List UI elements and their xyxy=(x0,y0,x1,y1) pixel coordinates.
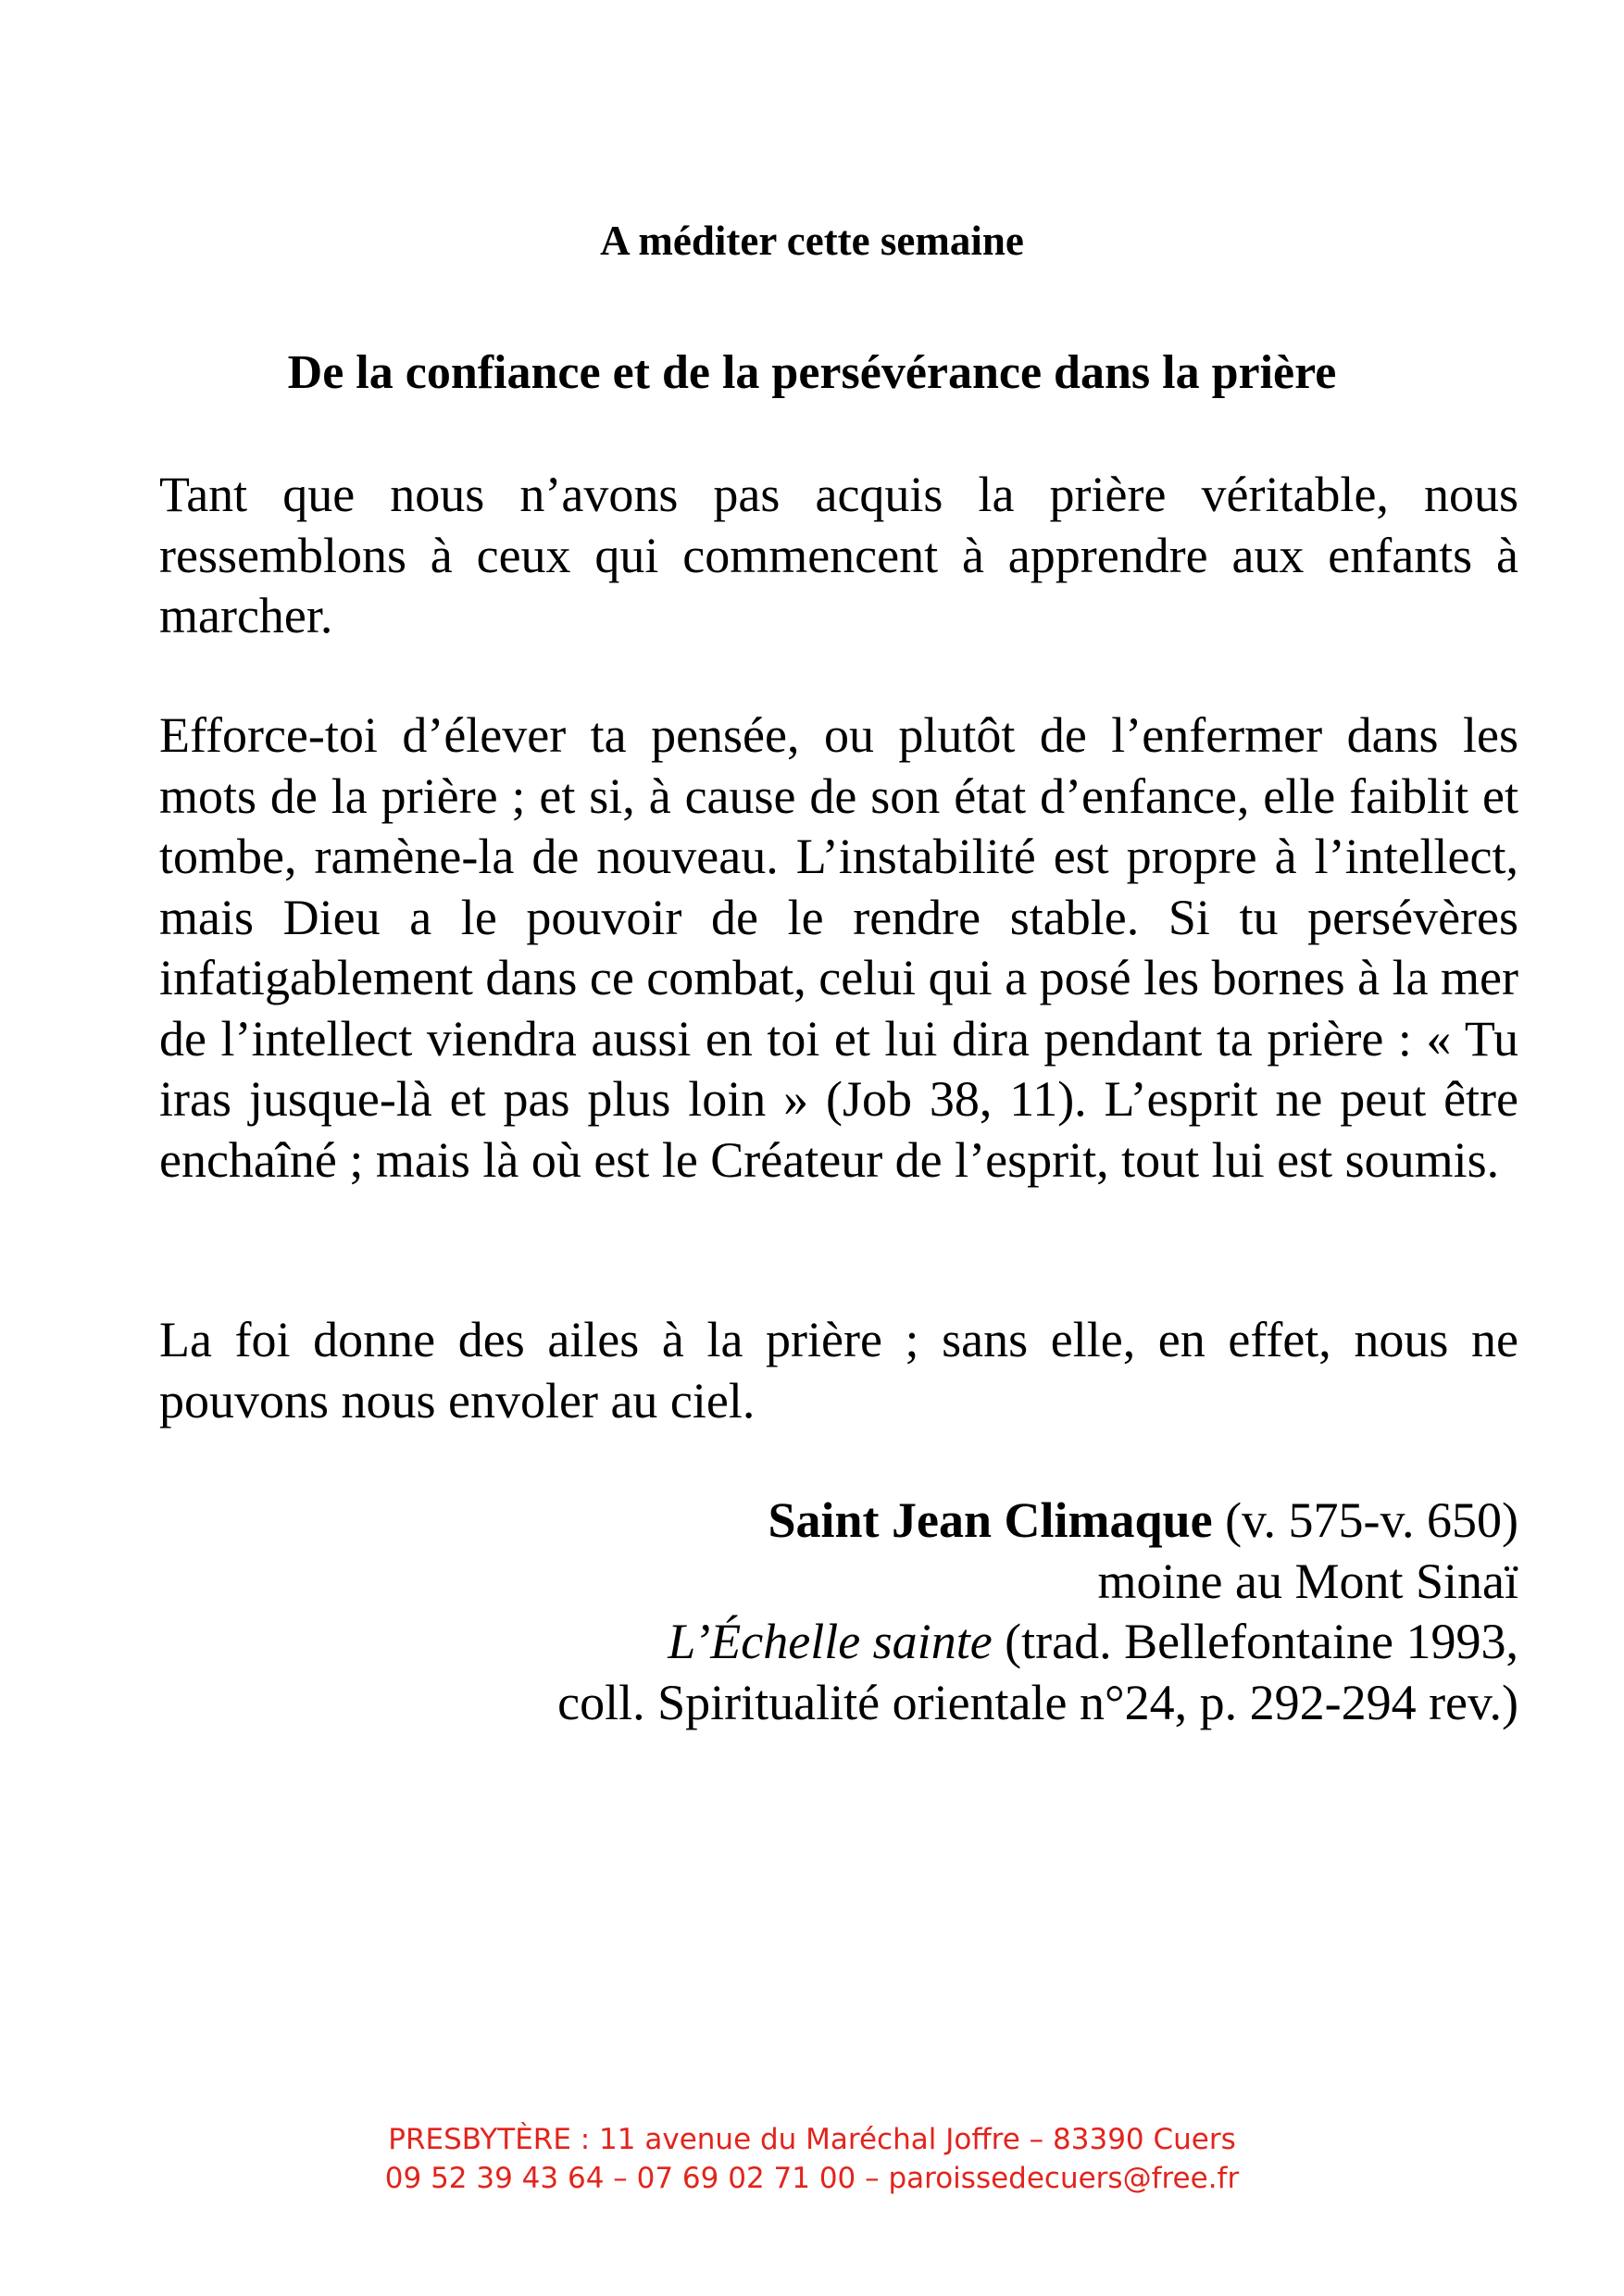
section-kicker: A méditer cette semaine xyxy=(600,218,1024,264)
work-collection: coll. Spiritualité orientale n°24, p. 292-294 rev.) xyxy=(557,1674,1518,1730)
attribution-block xyxy=(557,1491,1518,1733)
author-name: Saint Jean Climaque xyxy=(768,1492,1213,1548)
footer-contact: 09 52 39 43 64 – 07 69 02 71 00 – paroissedecuers@free.fr xyxy=(384,2162,1240,2195)
author-dates: (v. 575-v. 650) xyxy=(1212,1492,1518,1548)
attribution-author-line xyxy=(557,1491,1518,1552)
body-paragraph-1: Tant que nous n’avons pas acquis la prière véritable, nous ressemblons à ceux qui commencent à apprendre aux enfants à marcher. xyxy=(159,467,1518,643)
body-paragraph-3: La foi donne des ailes à la prière ; sans elle, en effet, nous ne pouvons nous envoler au ciel. xyxy=(159,1312,1518,1429)
footer-address: PRESBYTÈRE : 11 avenue du Maréchal Joffre – 83390 Cuers xyxy=(388,2123,1236,2156)
body-paragraph-2: Efforce-toi d’élever ta pensée, ou plutôt de l’enfermer dans les mots de la prière ; et si, à cause de son état d’enfance, elle faiblit et tombe, ramène-la de nouveau. L’instabilité est propre à l’intellect, mais Dieu a le pouvoir de le rendre stable. Si tu persévères infatigablement dans ce combat, celui qui a posé les bornes à la mer de l’intellect viendra aussi en toi et lui dira pendant ta prière : « Tu iras jusque-là et pas plus loin » (Job 38, 11). L’esprit ne peut être enchaîné ; mais là où est le Créateur de l’esprit, tout lui est soumis. xyxy=(159,707,1518,1188)
work-edition: (trad. Bellefontaine 1993, xyxy=(992,1614,1518,1669)
work-title: L’Échelle sainte xyxy=(668,1614,993,1669)
page-title: De la confiance et de la persévérance dans la prière xyxy=(287,346,1337,399)
author-role: moine au Mont Sinaï xyxy=(1097,1553,1518,1609)
page-footer xyxy=(0,2120,1624,2198)
attribution-work-line xyxy=(557,1612,1518,1673)
